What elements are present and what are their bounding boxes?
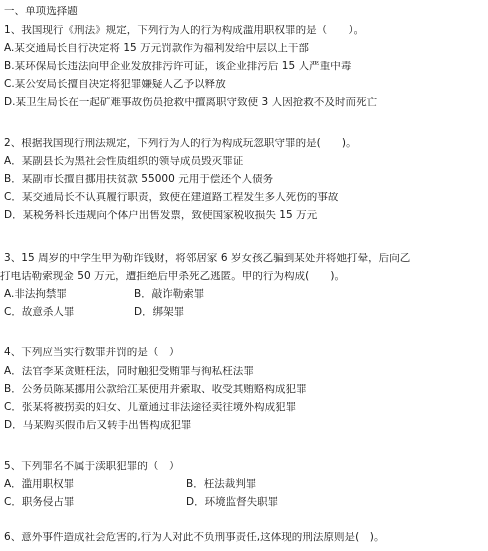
question-1-option-a: A.某交通局长自行决定将 15 万元罚款作为福利发给中层以上干部: [4, 43, 309, 54]
question-1-option-b: B.某环保局长违法向甲企业发放排污许可证，该企业排污后 15 人严重中毒: [4, 61, 352, 72]
question-5-option-c: C．职务侵占罪: [4, 496, 75, 508]
question-1-option-c: C.某公安局长擅自决定将犯罪嫌疑人乙予以释放: [4, 79, 226, 90]
question-2-option-a: A．某副县长为黑社会性质组织的领导成员毁灭罪证: [4, 156, 244, 167]
question-5-stem: 5、下列罪名不属于渎职犯罪的（ ）: [4, 461, 180, 472]
question-2-stem: 2、根据我国现行刑法规定，下列行为人的行为构成玩忽职守罪的是( )。: [4, 138, 357, 149]
question-3-option-d: D．绑架罪: [134, 306, 185, 318]
question-5-option-a: A．滥用职权罪: [4, 478, 75, 490]
question-6-stem: 6、意外事件造成社会危害的,行为人对此不负刑事责任,这体现的刑法原则是( )。: [4, 532, 385, 543]
question-2-option-d: D．某税务科长违规向个体户出售发票，致使国家税收损失 15 万元: [4, 210, 318, 221]
question-5-option-b: B．枉法裁判罪: [186, 478, 257, 490]
question-3-option-b: B．敲诈勒索罪: [134, 288, 205, 300]
question-4-stem: 4、下列应当实行数罪并罚的是（ ）: [4, 347, 180, 358]
question-3-option-a: A.非法拘禁罪: [4, 288, 67, 300]
question-3-stem-line-2: 打电话勒索现金 50 万元，遭拒绝后甲杀死乙逃匿。甲的行为构成( )。: [0, 271, 346, 282]
question-4-option-a: A．法官李某贪赃枉法，同时触犯受贿罪与徇私枉法罪: [4, 366, 254, 377]
section-title: 一、单项选择题: [4, 6, 78, 17]
question-4-option-b: B．公务员陈某挪用公款给江某使用并索取、收受其贿赂构成犯罪: [4, 384, 307, 395]
question-1-stem: 1、我国现行《刑法》规定，下列行为人的行为构成滥用职权罪的是（ ）。: [4, 25, 365, 36]
question-3-stem-line-1: 3、15 周岁的中学生甲为勒诈钱财，将邻居家 6 岁女孩乙骗到某处并将她打晕，后向乙: [4, 253, 411, 264]
question-4-option-d: D．马某购买假币后又转手出售构成犯罪: [4, 420, 192, 431]
question-2-option-c: C．某交通局长不认真履行职责，致使在建道路工程发生多人死伤的事故: [4, 192, 339, 203]
question-2-option-b: B．某副市长擅自挪用扶贫款 55000 元用于偿还个人债务: [4, 174, 274, 185]
question-1-option-d: D.某卫生局长在一起矿难事故伤员抢救中擅离职守致使 3 人因抢救不及时而死亡: [4, 97, 378, 108]
question-5-option-d: D．环境监督失职罪: [186, 496, 279, 508]
question-3-option-c: C．故意杀人罪: [4, 306, 75, 318]
question-4-option-c: C．张某将被拐卖的妇女、儿童通过非法途径卖往境外构成犯罪: [4, 402, 297, 413]
